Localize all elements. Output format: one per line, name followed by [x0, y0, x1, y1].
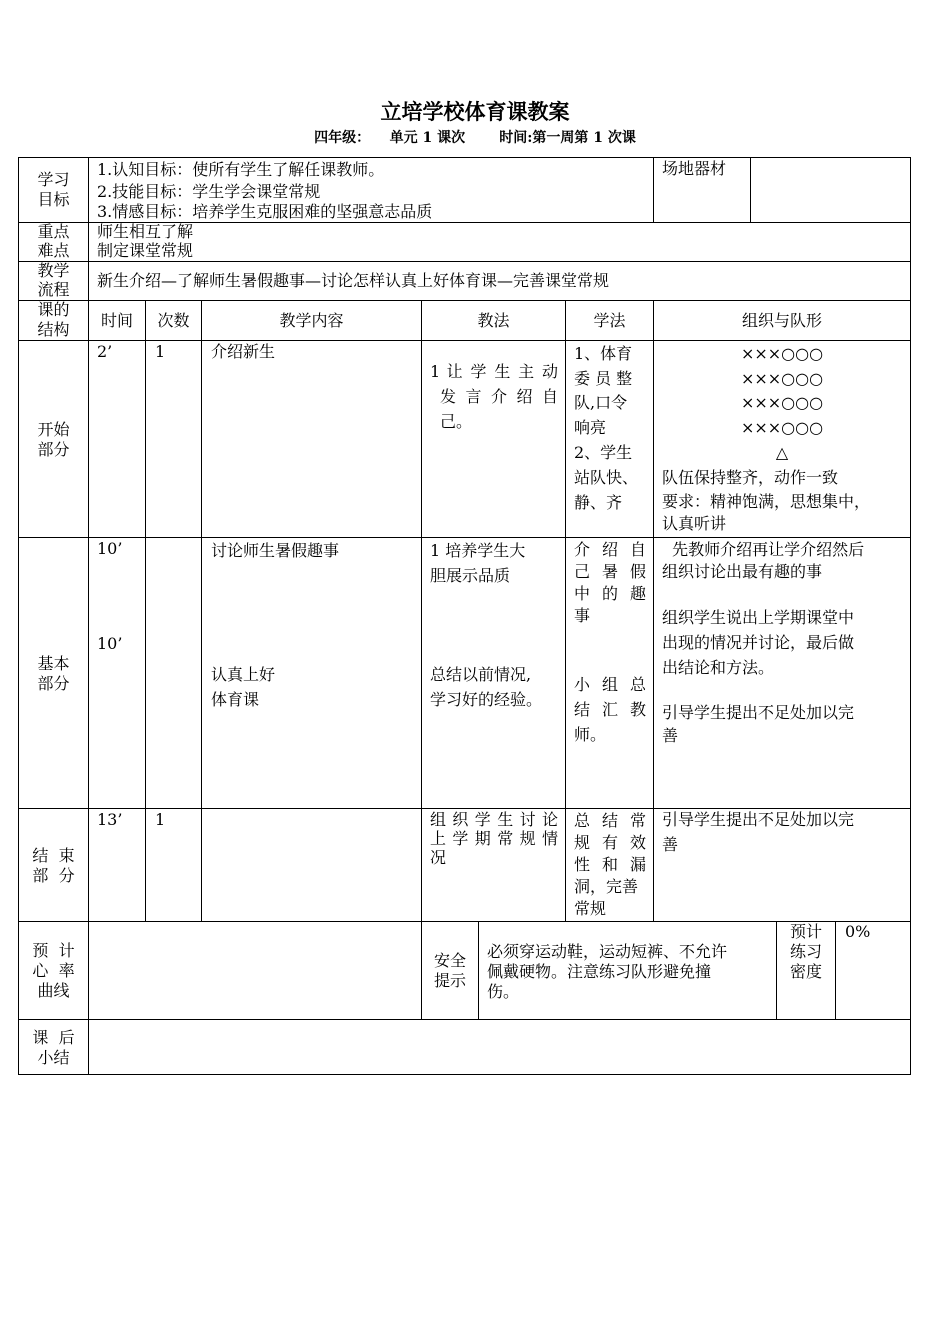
basic-time: 10’	[97, 634, 123, 653]
col-org: 组织与队形	[741, 311, 822, 330]
start-method-line: 己。	[440, 412, 473, 431]
end-time: 13’	[97, 810, 123, 829]
teacher-marker: △	[775, 443, 789, 462]
end-learn-line: 洞，完善	[574, 877, 639, 896]
col-content: 教学内容	[279, 311, 344, 330]
key-point: 制定课堂常规	[97, 241, 194, 260]
key-content-cell	[88, 222, 911, 262]
start-label: 开始 部分	[37, 420, 70, 459]
formation-row: ×××○○○	[740, 418, 824, 437]
safety-line: 必须穿运动鞋，运动短裤、不允许	[487, 942, 728, 961]
start-org-line: 要求：精神饱满，思想集中，	[662, 492, 871, 511]
basic-label: 基本 部分	[37, 654, 70, 693]
basic-learn-line: 己 暑 假	[574, 562, 646, 581]
goal-line: 2.技能目标：学生学会课堂常规	[97, 182, 321, 201]
basic-method-line: 胆展示品质	[430, 566, 511, 585]
end-count: 1	[155, 810, 166, 829]
start-content: 介绍新生	[211, 342, 276, 361]
start-learn-line: 委 员 整	[574, 369, 633, 388]
basic-learn-line: 中 的 趣	[574, 584, 646, 603]
basic-content: 讨论师生暑假趣事	[211, 541, 340, 560]
start-learn-line: 响亮	[574, 418, 607, 437]
end-learn-line: 规 有 效	[574, 833, 646, 852]
end-method-line: 况	[430, 848, 447, 867]
formation-row: ×××○○○	[740, 344, 824, 363]
end-label: 结 束 部 分	[32, 846, 75, 885]
key-point: 师生相互了解	[97, 222, 194, 241]
safety-line: 伤。	[487, 982, 520, 1001]
start-learn-line: 2、学生	[574, 443, 633, 462]
heart-content-cell	[88, 921, 422, 1020]
basic-org-line: 善	[662, 726, 679, 745]
summary-label: 课 后 小结	[32, 1028, 75, 1067]
basic-time: 10’	[97, 539, 123, 558]
summary-content-cell	[88, 1019, 911, 1075]
end-method-line: 上学期常规情	[430, 829, 558, 848]
key-label: 重点 难点	[37, 222, 70, 260]
basic-org-line: 出结论和方法。	[662, 658, 775, 677]
page-subtitle: 四年级： 单元 1 课次 时间:第一周第 1 次课	[314, 130, 636, 146]
end-method-line: 组织学生讨论	[430, 810, 558, 829]
end-org-line: 引导学生提出不足处加以完	[662, 810, 855, 829]
start-time: 2’	[97, 342, 113, 361]
flow-label: 教学 流程	[37, 261, 70, 299]
venue-content-cell	[750, 157, 911, 223]
col-learn: 学法	[593, 311, 626, 330]
basic-method-line: 1 培养学生大	[430, 541, 526, 560]
page-title: 立培学校体育课教案	[380, 99, 570, 124]
start-learn-line: 队,口令	[574, 393, 628, 412]
safety-line: 佩戴硬物。注意练习队形避免撞	[487, 962, 712, 981]
goal-line: 1.认知目标：使所有学生了解任课教师。	[97, 160, 385, 179]
end-learn-line: 性 和 漏	[574, 855, 646, 874]
col-count: 次数	[157, 311, 190, 330]
density-value: 0%	[845, 922, 871, 941]
basic-content: 认真上好	[211, 665, 276, 684]
basic-learn-line: 师。	[574, 725, 607, 744]
venue-label: 场地器材	[662, 159, 727, 178]
basic-org-line: 引导学生提出不足处加以完	[662, 703, 855, 722]
basic-org-line: 先教师介绍再让学介绍然后	[662, 540, 865, 559]
goals-label: 学习 目标	[37, 170, 70, 209]
start-learn-line: 1、体育	[574, 344, 633, 363]
basic-time-cell	[88, 537, 146, 809]
start-count: 1	[155, 342, 166, 361]
end-count-cell	[145, 808, 202, 922]
goal-line: 3.情感目标：培养学生克服困难的坚强意志品质	[97, 202, 433, 221]
heart-label: 预 计 心 率 曲线	[32, 941, 75, 1000]
basic-learn-line: 结 汇 教	[574, 700, 646, 719]
formation-row: ×××○○○	[740, 393, 824, 412]
safety-label: 安全 提示	[433, 951, 466, 990]
basic-org-line: 组织学生说出上学期课堂中	[662, 608, 855, 627]
basic-org-line: 组织讨论出最有趣的事	[662, 562, 823, 581]
start-time-cell	[88, 340, 146, 538]
start-content-cell	[201, 340, 422, 538]
end-org-line: 善	[662, 835, 679, 854]
end-learn-line: 常规	[574, 899, 607, 918]
start-count-cell	[145, 340, 202, 538]
formation-row: ×××○○○	[740, 369, 824, 388]
start-learn-line: 站队快、	[574, 468, 639, 487]
density-label: 预计 练习 密度	[789, 922, 822, 981]
basic-method-line: 学习好的经验。	[430, 690, 543, 709]
end-learn-line: 总 结 常	[574, 811, 646, 830]
col-method: 教法	[477, 311, 510, 330]
end-content-cell	[201, 808, 422, 922]
start-method-line: 发 言 介 绍 自	[440, 387, 558, 406]
basic-org-line: 出现的情况并讨论，最后做	[662, 633, 855, 652]
start-org-line: 队伍保持整齐，动作一致	[662, 468, 839, 487]
basic-method-line: 总结以前情况,	[430, 665, 532, 684]
basic-learn-line: 介 绍 自	[574, 540, 646, 559]
basic-content: 体育课	[211, 690, 260, 709]
basic-count-cell	[145, 537, 202, 809]
structure-label: 课的 结构	[37, 300, 70, 339]
col-time: 时间	[100, 311, 133, 330]
basic-learn-line: 事	[574, 606, 591, 625]
flow-text: 新生介绍—了解师生暑假趣事—讨论怎样认真上好体育课—完善课堂常规	[97, 271, 610, 290]
start-method-line: 1 让 学 生 主 动	[430, 362, 558, 381]
start-org-line: 认真听讲	[662, 514, 727, 533]
basic-learn-line: 小 组 总	[574, 675, 646, 694]
start-learn-line: 静、齐	[574, 493, 623, 512]
